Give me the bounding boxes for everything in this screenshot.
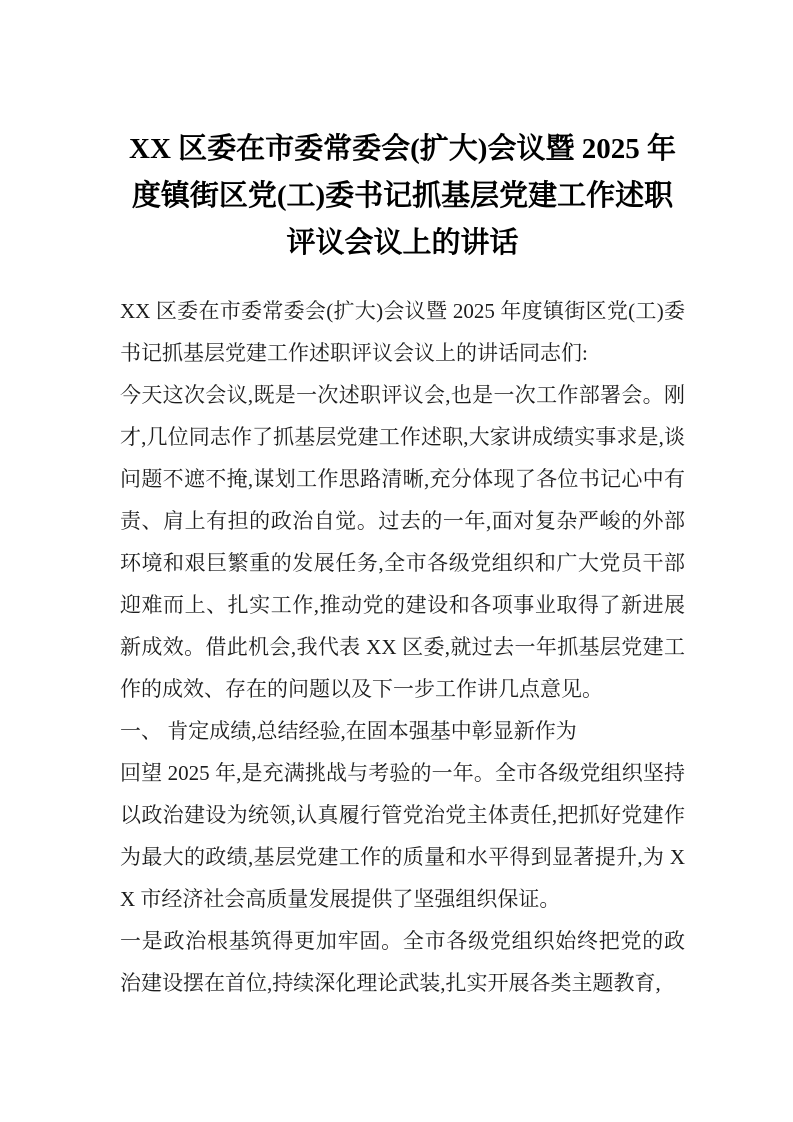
paragraph: 回望 2025 年,是充满挑战与考验的一年。全市各级党组织坚持以政治建设为统领,认真履行管党治党主体责任,把抓好党建作为最大的政绩,基层党建工作的质量和水平得到显著提升,为 XX 市经济社会高质量发展提供了坚强组织保证。: [120, 761, 685, 911]
paragraph: XX 区委在市委常委会(扩大)会议暨 2025 年度镇街区党(工)委书记抓基层党建工作述职评议会议上的讲话同志们:: [120, 299, 685, 365]
paragraph: 今天这次会议,既是一次述职评议会,也是一次工作部署会。刚才,几位同志作了抓基层党建工作述职,大家讲成绩实事求是,谈问题不遮不掩,谋划工作思路清晰,充分体现了各位书记心中有责、肩上有担的政治自觉。过去的一年,面对复杂严峻的外部环境和艰巨繁重的发展任务,全市各级党组织和广大党员干部迎难而上、扎实工作,推动党的建设和各项事业取得了新进展新成效。借此机会,我代表 XX 区委,就过去一年抓基层党建工作的成效、存在的问题以及下一步工作讲几点意见。: [120, 383, 685, 701]
document-body: [120, 290, 685, 1004]
paragraph: 一是政治根基筑得更加牢固。全市各级党组织始终把党的政治建设摆在首位,持续深化理论武装,扎实开展各类主题教育,: [120, 929, 685, 995]
document-title: XX 区委在市委常委会(扩大)会议暨 2025 年度镇街区党(工)委书记抓基层党建工作述职评议会议上的讲话: [129, 133, 676, 259]
paragraph: 一、 肯定成绩,总结经验,在固本强基中彰显新作为: [120, 719, 577, 743]
